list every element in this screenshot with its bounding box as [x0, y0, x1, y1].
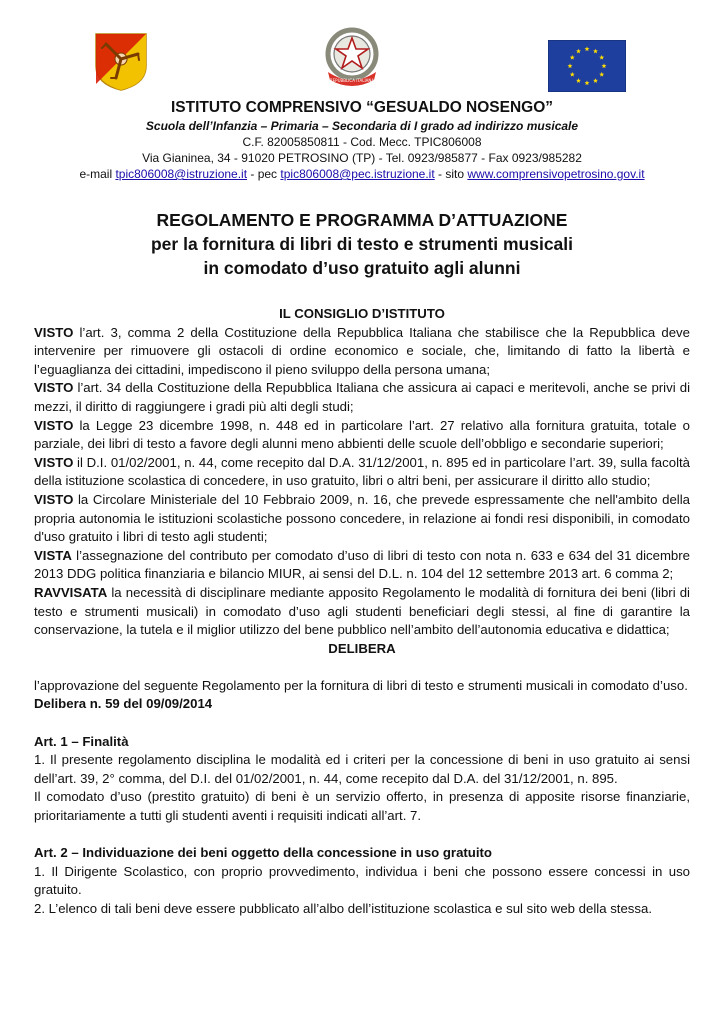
title-line-1: REGOLAMENTO E PROGRAMMA D’ATTUAZIONE [156, 210, 568, 230]
consideration-2 [34, 379, 690, 416]
art-1-title: Art. 1 – Finalità [34, 733, 129, 749]
consideration-text: l’art. 3, comma 2 della Costituzione della Repubblica Italiana che stabilisce che la Repubblica deve intervenire per rimuovere gli ostacoli di ordine economico e sociale, che, limitando di fatto la libertà e l’eguaglianza dei cittadini, impediscono il pieno sviluppo della persona umana; [34, 324, 690, 377]
school-contacts [0, 166, 724, 182]
email-label: e-mail [79, 167, 116, 181]
school-header [0, 98, 724, 182]
site-link[interactable]: www.comprensivopetrosino.gov.it [467, 167, 645, 181]
italian-republic-emblem-icon [318, 22, 386, 90]
consideration-text: la Circolare Ministeriale del 10 Febbraio 2009, n. 16, che prevede espressamente che nell'ambito della propria autonomia le istituzioni scolastiche possono concedere, in relazione ai fondi resi disponibili, in comodato d'uso gratuito i libri di testo agli studenti; [34, 491, 690, 545]
sicily-region-coat-icon [92, 32, 150, 92]
pec-label: - pec [247, 167, 281, 181]
delibera-heading: DELIBERA [328, 640, 396, 656]
pec-link[interactable]: tpic806008@pec.istruzione.it [280, 167, 435, 181]
consideration-6 [34, 547, 690, 584]
site-label: - sito [434, 167, 468, 181]
school-codes: C.F. 82005850811 - Cod. Mecc. TPIC806008 [242, 135, 482, 149]
delibera-reference: Delibera n. 59 del 09/09/2014 [34, 696, 213, 712]
logo-row [0, 22, 724, 92]
art-1-paragraph-2: Il comodato d’uso (prestito gratuito) di beni è un servizio offerto, in presenza di apposite risorse finanziarie, prioritariamente a tutti gli studenti aventi i requisiti indicati all’art. 7. [34, 789, 690, 824]
title-line-2: per la fornitura di libri di testo e strumenti musicali [150, 234, 574, 254]
consideration-text: il D.I. 01/02/2001, n. 44, come recepito dal D.A. 31/12/2001, n. 895 ed in particolare l’art. 39, sulla facoltà della istituzione scolastica di concedere, in uso gratuito, libri o altri beni, per assicurare il diritto allo studio; [34, 454, 690, 489]
consideration-4 [34, 454, 690, 491]
consideration-keyword: VISTA [34, 547, 72, 563]
consideration-1 [34, 324, 690, 380]
emblem-ribbon-text: REPUBBLICA ITALIANA [329, 78, 375, 83]
art-1-paragraph-1: 1. Il presente regolamento disciplina le modalità ed i criteri per la concessione di beni in uso gratuito ai sensi dell’art. 39, 2° comma, del D.I. del 01/02/2001, n. 44, come recepito dal D.A. del 31/12/2001, n. 895. [34, 752, 690, 786]
european-union-flag-icon [548, 40, 626, 92]
approval-text: l’approvazione del seguente Regolamento per la fornitura di libri di testo e strumenti musicali in comodato d’uso. [34, 677, 688, 693]
consideration-text: la Legge 23 dicembre 1998, n. 448 ed in particolare l’art. 27 relativo alla fornitura gratuita, totale o parziale, dei libri di testo a favore degli alunni meno abbienti delle scuole dell’obbligo e secondarie superiori; [34, 417, 690, 452]
consideration-3 [34, 417, 690, 454]
school-levels: Scuola dell’Infanzia – Primaria – Secondaria di I grado ad indirizzo musicale [145, 119, 579, 133]
spacer [34, 658, 690, 677]
consideration-text: l’art. 34 della Costituzione della Repubblica Italiana che assicura ai capaci e meritevoli, anche se privi di mezzi, il diritto di raggiungere i gradi più alti degli studi; [34, 380, 690, 414]
consideration-keyword: VISTO [34, 491, 74, 507]
consideration-keyword: VISTO [34, 380, 74, 396]
consideration-7 [34, 584, 690, 640]
art-2-paragraph-1: 1. Il Dirigente Scolastico, con proprio provvedimento, individua i beni che possono essere concessi in uso gratuito. [34, 863, 690, 898]
spacer [34, 714, 690, 733]
school-name: ISTITUTO COMPRENSIVO “GESUALDO NOSENGO” [170, 99, 554, 116]
art-2-paragraph-2: 2. L’elenco di tali beni deve essere pubblicato all’albo dell’istituzione scolastica e sul sito web della stessa. [34, 901, 652, 916]
email-link[interactable]: tpic806008@istruzione.it [115, 167, 248, 181]
consideration-keyword: VISTO [34, 417, 74, 433]
consideration-keyword: VISTO [34, 454, 74, 470]
title-line-3: in comodato d’uso gratuito agli alunni [203, 258, 521, 278]
council-heading: IL CONSIGLIO D’ISTITUTO [279, 306, 445, 321]
school-address: Via Gianinea, 34 - 91020 PETROSINO (TP) - Tel. 0923/985877 - Fax 0923/985282 [142, 151, 582, 165]
spacer [34, 826, 690, 845]
consideration-text: l’assegnazione del contributo per comodato d’uso di libri di testo con nota n. 633 e 634 del 31 dicembre 2013 DDG politica finanziaria e bilancio MIUR, ai sensi del D.L. n. 104 del 12 settembre 2013 art. 6 comma 2; [34, 547, 690, 582]
consideration-5 [34, 491, 690, 547]
consideration-keyword: RAVVISATA [34, 584, 108, 600]
document-title [0, 208, 724, 280]
consideration-text: la necessità di disciplinare mediante apposito Regolamento le modalità di fornitura dei beni (libri di testo e strumenti musicali) in comodato d’uso agli studenti beneficiari degli stessi, al fine di garantire la conservazione, la tutela e il miglior utilizzo del bene pubblico nell’ambito dell’autonomia educativa e didattica; [34, 584, 690, 638]
document-body [34, 305, 690, 919]
art-2-title: Art. 2 – Individuazione dei beni oggetto della concessione in uso gratuito [34, 845, 492, 861]
consideration-keyword: VISTO [34, 324, 74, 340]
